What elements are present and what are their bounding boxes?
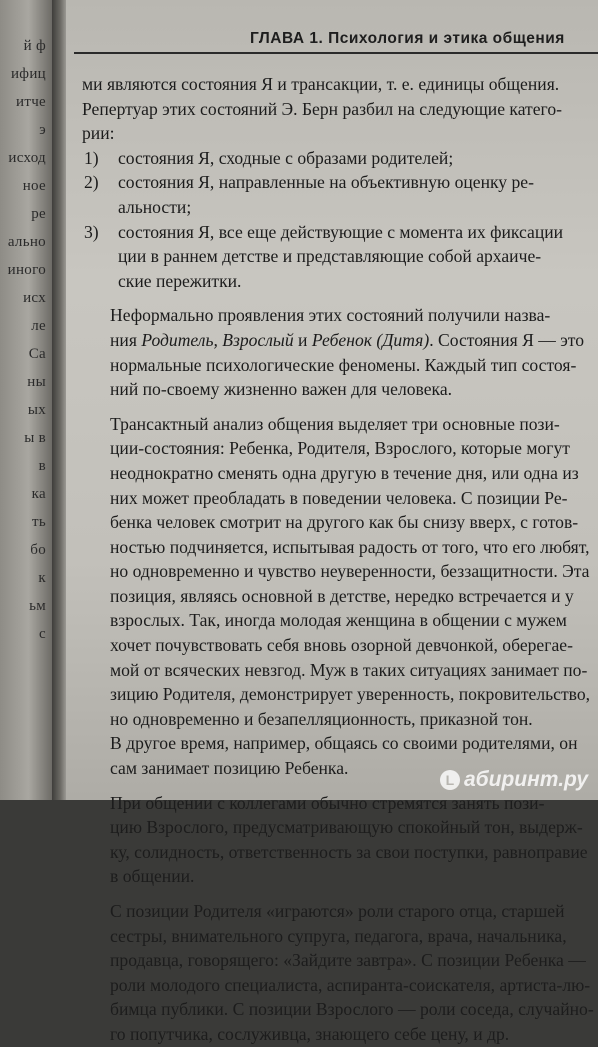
text-line: альности;	[118, 196, 192, 217]
facing-page-fragment: ное	[22, 178, 46, 194]
facing-page-fragment: ьм	[29, 598, 46, 614]
text-line: мой от всяческих невзгод. Муж в таких ситуациях занимает по-	[110, 659, 588, 680]
watermark	[440, 768, 588, 792]
text-line: ские пережитки.	[118, 270, 242, 291]
facing-page-fragment: бо	[30, 542, 46, 558]
text-line: нормальные психологические феномены. Каждый тип состоя-	[110, 354, 577, 375]
facing-page-fragment: исход	[8, 150, 46, 166]
text-line: ции-состояния: Ребенка, Родителя, Взрослого, которые могут	[110, 438, 570, 459]
text-line: состояния Я, все еще действующие с момента их фиксации	[118, 221, 564, 242]
facing-page-fragment: ы в	[24, 430, 46, 446]
facing-page-fragment: с	[39, 626, 46, 642]
facing-page-fragment: итче	[16, 94, 46, 110]
facing-page-fragment: ле	[31, 318, 46, 334]
text-line: С позиции Родителя «играются» роли старого отца, старшей	[110, 901, 565, 921]
list-item	[82, 220, 564, 294]
text-line: но одновременно и безапелляционность, приказной тон.	[110, 708, 533, 729]
text-line: неоднократно сменять одна другую в течение дня, или одна из	[110, 462, 579, 483]
text-line: ния Родитель, Взрослый и Ребенок (Дитя). Состояния Я — это	[110, 329, 585, 350]
book-gutter	[52, 0, 66, 800]
text-line: цию Взрослого, предусматривающую спокойный тон, выдерж-	[110, 817, 583, 838]
text-line: но одновременно и чувство неуверенности, беззащитности. Эта	[110, 561, 590, 582]
list-item	[82, 146, 552, 171]
list-number: 3)	[84, 221, 99, 242]
text-line: бимца публики. С позиции Взрослого — роли соседа, случайно-	[110, 999, 594, 1020]
text-line: ний по-своему жизненно важен для человека.	[110, 379, 453, 400]
header-rule	[74, 52, 598, 54]
watermark-text: абиринт.ру	[463, 768, 588, 791]
list-item	[82, 170, 552, 219]
text-line: бенка человек смотрит на другого как бы снизу вверх, с готов-	[110, 512, 579, 533]
facing-page-fragment: в	[38, 458, 46, 474]
italic-term: Родитель, Взрослый	[141, 329, 294, 350]
text-line: ми являются состояния Я и трансакции, т. е. единицы общения.	[82, 74, 560, 94]
text-line: сам занимает позицию Ребенка.	[110, 758, 349, 779]
facing-page-fragment: Са	[28, 346, 46, 362]
text-line: В другое время, например, общаясь со своими родителями, он	[110, 733, 578, 754]
text-line: зицию Родителя, демонстрирует уверенность, покровительство,	[110, 684, 591, 705]
facing-page-fragment: иного	[7, 262, 46, 278]
facing-page-fragment: ифиц	[10, 66, 46, 82]
text-line: При общении с коллегами обычно стремятся занять пози-	[110, 792, 545, 813]
text-line: ностью подчиняется, испытывая радость от того, что его любят,	[110, 536, 590, 557]
facing-page-fragment: ре	[31, 206, 46, 222]
text-line: состояния Я, направленные на объективную оценку ре-	[118, 172, 534, 193]
facing-page-fragment: э	[39, 122, 46, 138]
text-line: в общении.	[110, 866, 195, 887]
text-line: Репертуар этих состояний Э. Берн разбил на следующие катего-	[82, 98, 562, 119]
category-list	[82, 146, 564, 294]
text-line: продавца, говорящего: «Зайдите завтра». С позиции Ребенка —	[110, 950, 586, 971]
running-head: ГЛАВА 1. Психология и этика общения	[250, 30, 565, 47]
text-line: роли молодого специалиста, аспиранта-соискателя, артиста-лю-	[110, 974, 591, 995]
facing-page-edge	[0, 0, 52, 800]
facing-page-fragment: ть	[32, 514, 46, 530]
list-number: 2)	[84, 172, 99, 193]
paragraph-5	[82, 899, 594, 1047]
text-line: состояния Я, сходные с образами родителей;	[118, 147, 454, 168]
text-line: взрослых. Так, иногда молодая женщина в общении с мужем	[110, 610, 567, 631]
list-number: 1)	[84, 147, 99, 168]
facing-page-fragment: ых	[27, 402, 46, 418]
text-line: Трансактный анализ общения выделяет три основные пози-	[110, 413, 560, 434]
text-line: го попутчика, сослуживца, знающего себе цену, и др.	[110, 1023, 510, 1044]
facing-page-fragment: исх	[23, 290, 46, 306]
italic-term: Ребенок (Дитя)	[311, 329, 430, 350]
facing-page-fragment: ально	[7, 234, 46, 250]
paragraph-1	[82, 72, 562, 146]
text-line: хочет почувствовать себя вновь озорной девчонкой, оберегае-	[110, 635, 573, 656]
labyrinth-logo-icon: L	[440, 770, 460, 790]
book-page	[66, 0, 598, 1044]
text-line: рии:	[82, 123, 115, 144]
text-line: сестры, внимательного супруга, педагога, врача, начальника,	[110, 925, 567, 946]
paragraph-2	[82, 303, 585, 401]
facing-page-fragment: ны	[27, 374, 46, 390]
facing-page-fragment: ка	[31, 486, 46, 502]
body-text	[82, 72, 594, 1047]
text-line: Неформально проявления этих состояний получили назва-	[110, 305, 551, 326]
paragraph-4	[82, 791, 588, 889]
facing-page-fragment: й ф	[23, 38, 46, 54]
text-line: позиция, являясь основной в детстве, нередко встречается и у	[110, 585, 574, 606]
facing-page-fragment: к	[38, 570, 46, 586]
text-line: ку, солидность, ответственность за свои поступки, равноправие	[110, 841, 588, 862]
text-line: ции в раннем детстве и представляющие собой архаиче-	[118, 246, 542, 267]
text-line: них может преобладать в поведении человека. С позиции Ре-	[110, 487, 568, 508]
